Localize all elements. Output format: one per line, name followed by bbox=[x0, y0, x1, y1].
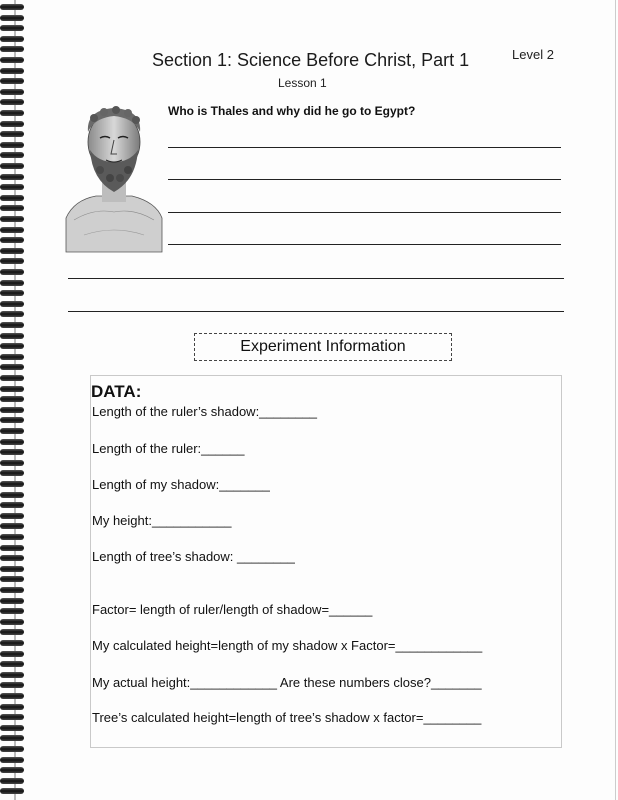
binding-coil bbox=[0, 576, 24, 582]
binding-coil bbox=[0, 651, 24, 657]
binding-coil bbox=[0, 195, 24, 201]
binding-coil bbox=[0, 470, 24, 476]
binding-coil bbox=[0, 205, 24, 211]
answer-line[interactable] bbox=[68, 311, 564, 312]
data-line-my-shadow: Length of my shadow:_______ bbox=[92, 477, 270, 492]
binding-coil bbox=[0, 386, 24, 392]
data-line-tree-shadow: Length of tree’s shadow: ________ bbox=[92, 549, 295, 564]
data-line-tree-calculated-height: Tree’s calculated height=length of tree’s shadow x factor=________ bbox=[92, 710, 482, 725]
binding-coil bbox=[0, 25, 24, 31]
binding-coil bbox=[0, 142, 24, 148]
binding-coil bbox=[0, 280, 24, 286]
binding-coil bbox=[0, 672, 24, 678]
binding-coil bbox=[0, 343, 24, 349]
binding-coil bbox=[0, 78, 24, 84]
page-right-edge bbox=[615, 0, 616, 800]
level-label: Level 2 bbox=[512, 47, 554, 62]
binding-coil bbox=[0, 46, 24, 52]
binding-coil bbox=[0, 555, 24, 561]
binding-coil bbox=[0, 767, 24, 773]
binding-coil bbox=[0, 481, 24, 487]
binding-coil bbox=[0, 608, 24, 614]
data-line-factor: Factor= length of ruler/length of shadow=______ bbox=[92, 602, 373, 617]
binding-coil bbox=[0, 502, 24, 508]
binding-coil bbox=[0, 216, 24, 222]
binding-coil bbox=[0, 227, 24, 233]
binding-coil bbox=[0, 375, 24, 381]
binding-coil bbox=[0, 15, 24, 21]
binding-coil bbox=[0, 110, 24, 116]
binding-coil bbox=[0, 311, 24, 317]
binding-coil bbox=[0, 714, 24, 720]
binding-coil bbox=[0, 682, 24, 688]
binding-coil bbox=[0, 407, 24, 413]
binding-coil bbox=[0, 449, 24, 455]
question-text: Who is Thales and why did he go to Egypt? bbox=[168, 104, 416, 118]
binding-coil bbox=[0, 4, 24, 10]
binding-coil bbox=[0, 619, 24, 625]
data-line-actual-height: My actual height:____________ Are these numbers close?_______ bbox=[92, 675, 482, 690]
binding-coil bbox=[0, 354, 24, 360]
binding-coil bbox=[0, 746, 24, 752]
binding-coil bbox=[0, 566, 24, 572]
answer-line[interactable] bbox=[68, 278, 564, 279]
answer-line[interactable] bbox=[168, 244, 561, 245]
binding-coil bbox=[0, 121, 24, 127]
binding-coil bbox=[0, 364, 24, 370]
binding-coil bbox=[0, 301, 24, 307]
binding-coil bbox=[0, 258, 24, 264]
spiral-binding bbox=[0, 0, 26, 800]
binding-coil bbox=[0, 333, 24, 339]
binding-coil bbox=[0, 725, 24, 731]
binding-coil bbox=[0, 68, 24, 74]
answer-line[interactable] bbox=[168, 179, 561, 180]
experiment-title-box bbox=[194, 333, 452, 361]
binding-coil bbox=[0, 587, 24, 593]
binding-coil bbox=[0, 322, 24, 328]
data-heading: DATA: bbox=[91, 382, 142, 401]
binding-coil bbox=[0, 57, 24, 63]
answer-line[interactable] bbox=[168, 212, 561, 213]
data-line-calculated-height: My calculated height=length of my shadow x Factor=____________ bbox=[92, 638, 483, 653]
binding-coil bbox=[0, 290, 24, 296]
binding-coil bbox=[0, 735, 24, 741]
lesson-label: Lesson 1 bbox=[278, 76, 327, 90]
binding-coil bbox=[0, 598, 24, 604]
binding-coil bbox=[0, 778, 24, 784]
answer-line[interactable] bbox=[168, 147, 561, 148]
binding-coil bbox=[0, 439, 24, 445]
binding-coil bbox=[0, 640, 24, 646]
binding-coil bbox=[0, 534, 24, 540]
binding-coil bbox=[0, 693, 24, 699]
binding-coil bbox=[0, 460, 24, 466]
binding-coil bbox=[0, 184, 24, 190]
binding-coil bbox=[0, 428, 24, 434]
binding-coil bbox=[0, 174, 24, 180]
binding-coil bbox=[0, 523, 24, 529]
binding-coil bbox=[0, 163, 24, 169]
binding-coil bbox=[0, 513, 24, 519]
binding-coil bbox=[0, 396, 24, 402]
data-line-ruler-length: Length of the ruler:______ bbox=[92, 441, 245, 456]
binding-coil bbox=[0, 36, 24, 42]
binding-coil bbox=[0, 417, 24, 423]
binding-coil bbox=[0, 237, 24, 243]
binding-coil bbox=[0, 704, 24, 710]
data-line-my-height: My height:___________ bbox=[92, 513, 232, 528]
binding-coil bbox=[0, 545, 24, 551]
binding-coil bbox=[0, 248, 24, 254]
binding-coil bbox=[0, 269, 24, 275]
binding-coil bbox=[0, 152, 24, 158]
binding-coil bbox=[0, 757, 24, 763]
binding-coil bbox=[0, 788, 24, 794]
binding-coil bbox=[0, 131, 24, 137]
experiment-title: Experiment Information bbox=[240, 338, 406, 355]
binding-coil bbox=[0, 629, 24, 635]
binding-coil bbox=[0, 492, 24, 498]
section-title: Section 1: Science Before Christ, Part 1 bbox=[152, 50, 470, 70]
binding-coil bbox=[0, 99, 24, 105]
binding-coil bbox=[0, 661, 24, 667]
thales-bust-icon bbox=[64, 100, 164, 255]
binding-coil bbox=[0, 89, 24, 95]
data-line-ruler-shadow: Length of the ruler’s shadow:________ bbox=[92, 404, 318, 419]
